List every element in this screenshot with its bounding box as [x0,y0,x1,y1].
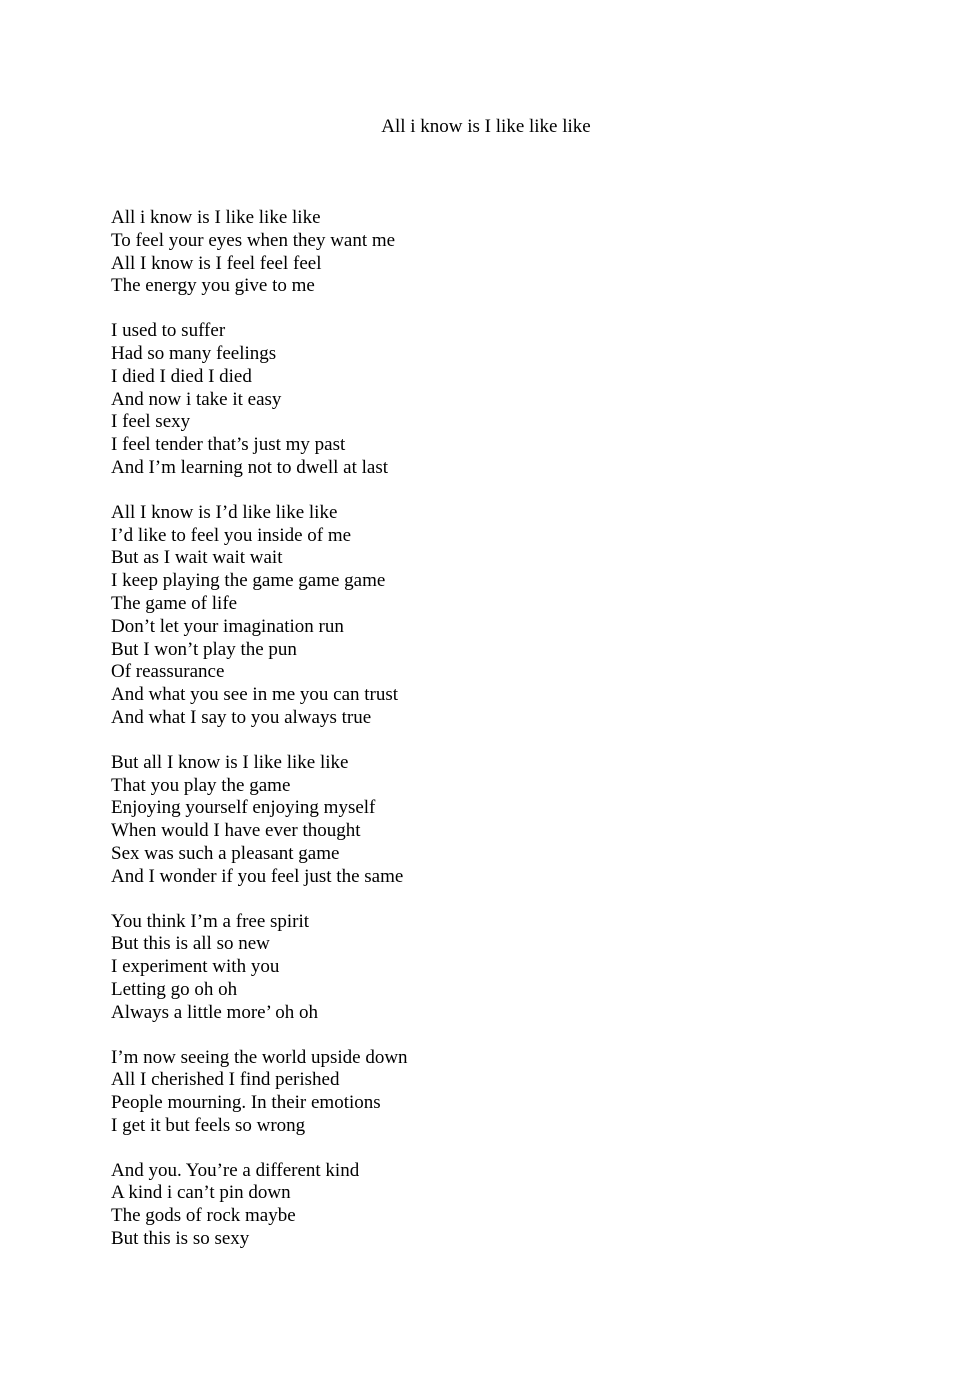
poem-line: Don’t let your imagination run [111,615,344,637]
poem-line: Enjoying yourself enjoying myself [111,797,376,819]
poem-line: Letting go oh oh [111,978,238,1000]
poem-line: A kind i can’t pin down [111,1182,291,1204]
poem-line: And what I say to you always true [111,706,372,728]
stanza-5 [111,911,871,1025]
poem-line: That you play the game [111,774,291,796]
poem-line: I keep playing the game game game [111,570,386,592]
poem-line: I died I died I died [111,365,252,387]
poem-line: I’m now seeing the world upside down [111,1046,408,1068]
poem-line: I get it but feels so wrong [111,1114,306,1136]
poem-line: But all I know is I like like like [111,751,349,773]
poem-line: The energy you give to me [111,275,315,297]
poem-line: All I know is I feel feel feel [111,252,322,274]
poem-line: But as I wait wait wait [111,547,283,569]
poem-line: But this is so sexy [111,1228,250,1250]
poem-line: All I know is I’d like like like [111,501,338,523]
poem-line: You think I’m a free spirit [111,910,310,932]
poem-line: I feel sexy [111,411,191,433]
poem-line: But I won’t play the pun [111,638,297,660]
poem-line: Always a little more’ oh oh [111,1001,319,1023]
poem-line: People mourning. In their emotions [111,1092,381,1114]
poem-line: All I cherished I find perished [111,1069,340,1091]
poem-line: Had so many feelings [111,342,277,364]
poem-line: Sex was such a pleasant game [111,842,340,864]
stanza-7 [111,1160,871,1251]
stanza-3 [111,502,871,730]
poem-line: Of reassurance [111,661,225,683]
poem-line: And now i take it easy [111,388,282,410]
stanza-6 [111,1047,871,1138]
poem-line: When would I have ever thought [111,820,361,842]
stanza-2 [111,320,871,480]
document-title: All i know is I like like like [381,116,591,137]
poem-line: To feel your eyes when they want me [111,229,396,251]
stanza-4 [111,752,871,889]
poem-line: And I’m learning not to dwell at last [111,456,389,478]
poem-line: The game of life [111,592,238,614]
poem-line: All i know is I like like like [111,207,321,228]
poem-line: I used to suffer [111,320,226,342]
poem-body [111,207,871,1273]
poem-line: And you. You’re a different kind [111,1159,360,1181]
poem-line: And I wonder if you feel just the same [111,865,404,887]
poem-line: I’d like to feel you inside of me [111,524,352,546]
poem-line: The gods of rock maybe [111,1205,296,1227]
stanza-1 [111,207,871,298]
poem-line: But this is all so new [111,933,270,955]
poem-line: I feel tender that’s just my past [111,434,346,456]
poem-line: I experiment with you [111,956,280,978]
poem-line: And what you see in me you can trust [111,684,399,706]
